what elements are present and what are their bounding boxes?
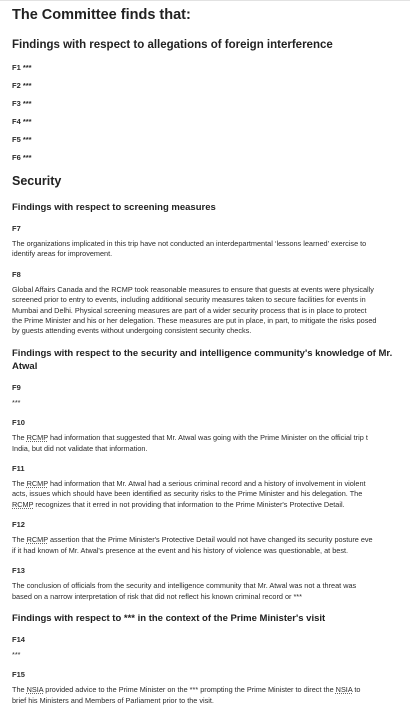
text-line: Global Affairs Canada and the RCMP took reasonable measures to ensure that guests at events were physically <box>12 284 374 294</box>
finding-f10-text <box>12 433 410 454</box>
finding-f14-text: *** <box>12 649 21 659</box>
text-line <box>12 479 410 489</box>
finding-f15-text <box>12 685 410 706</box>
text-fragment: assertion that the Prime Minister's Protective Detail would not have changed its security posture eve <box>47 535 373 545</box>
rcmp-abbreviation: RCMP <box>26 479 48 489</box>
text-fragment: The <box>12 685 27 695</box>
text-fragment: The <box>12 433 27 443</box>
finding-f7-id: F7 <box>12 224 21 233</box>
text-line: the Prime Minister and his or her delegation. These measures are put in place, in part, to mitigate the risks posed <box>12 316 377 326</box>
finding-f2: F2 *** <box>12 81 32 90</box>
finding-f1: F1 *** <box>12 63 32 72</box>
text-line: India, but did not validate that information. <box>12 443 148 453</box>
text-line: The organizations implicated in this trip have not conducted an interdepartmental ‘lessons learned’ exercise to <box>12 239 367 248</box>
text-fragment: had information that Mr. Atwal had a serious criminal record and a history of involvement in violent <box>47 479 366 489</box>
finding-f12-id: F12 <box>12 520 25 530</box>
finding-f10-id: F10 <box>12 418 25 428</box>
text-fragment: The <box>12 535 27 545</box>
text-fragment: recognizes that it erred in not providing that information to the Prime Minister's Protective Detail. <box>33 499 345 509</box>
nsia-abbreviation: NSIA <box>26 685 44 695</box>
text-line: if it had known of Mr. Atwal's presence at the event and his history of violence was questionable, at best. <box>12 545 349 555</box>
text-fragment: to <box>352 685 361 695</box>
text-line: acts, issues which should have been identified as security risks to the Prime Minister and his delegation. The <box>12 489 363 499</box>
finding-f9-text: *** <box>12 397 21 407</box>
finding-f6: F6 *** <box>12 153 32 162</box>
finding-f13-text <box>12 581 410 602</box>
text-fragment: The <box>12 479 27 489</box>
finding-f8-id: F8 <box>12 269 21 279</box>
finding-f15-id: F15 <box>12 670 25 680</box>
text-line: The conclusion of officials from the security and intelligence community that Mr. Atwal was not a threat was <box>12 581 357 591</box>
rcmp-abbreviation: RCMP <box>26 433 48 443</box>
finding-f12-text <box>12 535 410 556</box>
rcmp-abbreviation: RCMP <box>12 499 34 509</box>
text-line <box>12 433 410 443</box>
text-fragment: provided advice to the Prime Minister on the *** prompting the Prime Minister to direct the <box>43 685 336 695</box>
finding-f5: F5 *** <box>12 135 32 144</box>
text-fragment: had information that suggested that Mr. Atwal was going with the Prime Minister on the official trip t <box>47 433 368 443</box>
finding-f13-id: F13 <box>12 566 25 576</box>
knowledge-of-atwal-heading: Findings with respect to the security and intelligence community's knowledge of Mr. Atwal <box>12 347 393 372</box>
rcmp-abbreviation: RCMP <box>26 535 48 545</box>
finding-f7-text <box>12 239 410 260</box>
finding-f14-id: F14 <box>12 634 25 644</box>
text-line: screened prior to entry to events, including additional security measures taken to secure facilities for events in <box>12 295 366 305</box>
finding-f4: F4 *** <box>12 117 32 126</box>
page-title: The Committee finds that: <box>12 7 191 23</box>
text-line: identify areas for improvement. <box>12 249 113 259</box>
finding-f11-id: F11 <box>12 464 25 474</box>
finding-f9-id: F9 <box>12 382 21 392</box>
text-line <box>12 685 410 695</box>
text-line: Mumbai and Delhi. Physical screening measures are part of a wider security process that is in place to protect <box>12 305 367 315</box>
foreign-interference-heading: Findings with respect to allegations of foreign interference <box>12 39 333 51</box>
finding-f3: F3 *** <box>12 99 32 108</box>
text-line: brief his Ministers and Members of Parliament prior to the visit. <box>12 695 214 705</box>
text-line <box>12 535 410 545</box>
visit-context-heading: Findings with respect to *** in the context of the Prime Minister's visit <box>12 612 326 624</box>
security-heading: Security <box>12 174 62 188</box>
finding-f11-text <box>12 479 410 510</box>
nsia-abbreviation: NSIA <box>335 685 353 695</box>
finding-f8-text <box>12 285 410 337</box>
text-line: based on a narrow interpretation of risk that did not reflect his known criminal record or *** <box>12 591 302 601</box>
text-line <box>12 500 410 510</box>
top-divider <box>0 0 410 1</box>
text-line: by guests attending events without undergoing consistent security checks. <box>12 326 252 336</box>
screening-measures-heading: Findings with respect to screening measures <box>12 202 216 213</box>
